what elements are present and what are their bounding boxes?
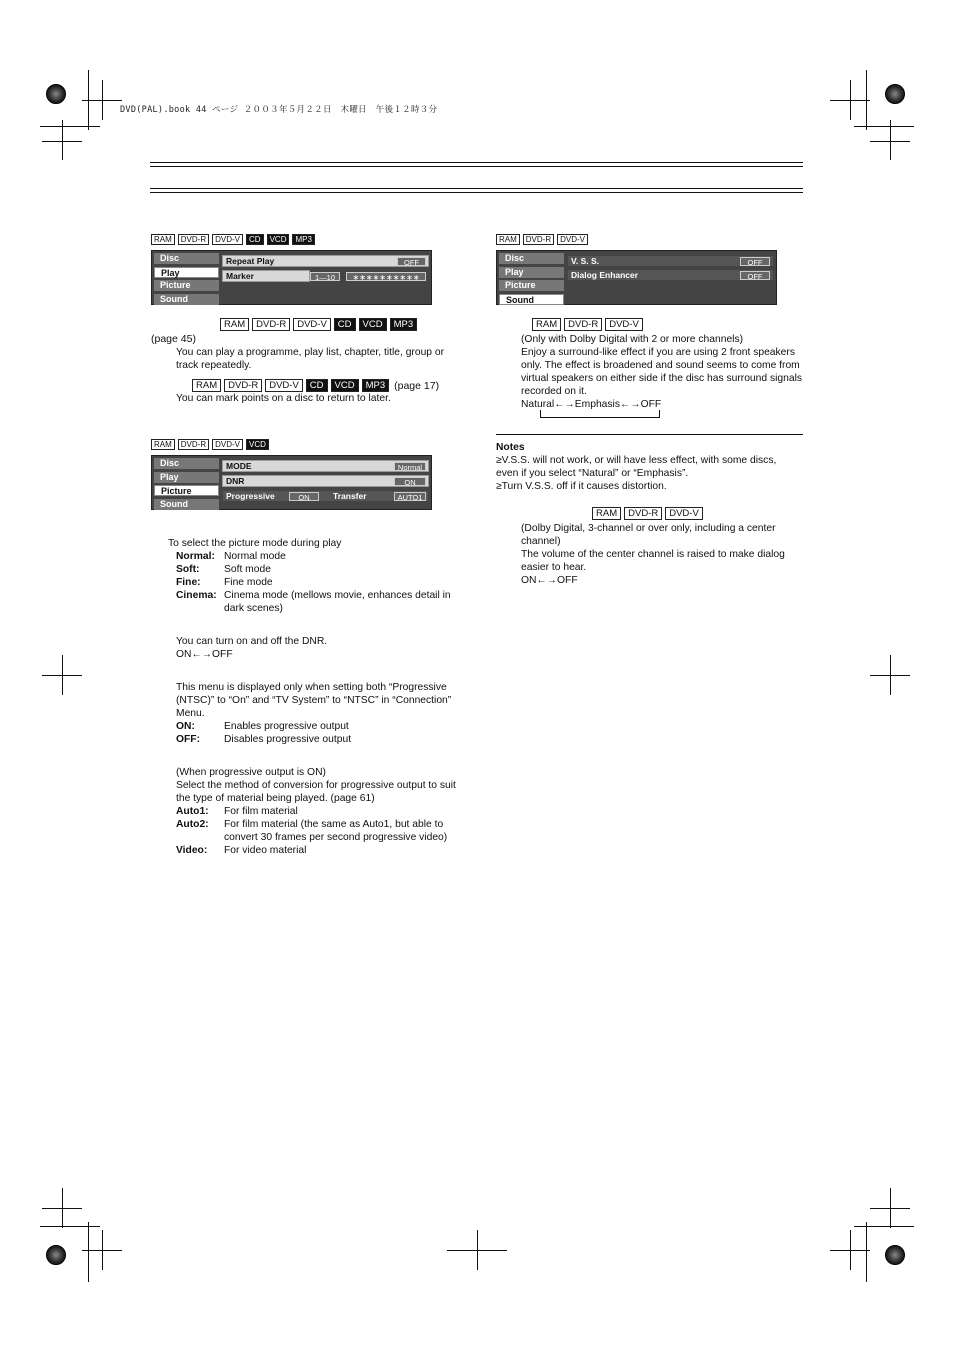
disc-tag: MP3 <box>292 234 314 245</box>
menu-tab-sound: Sound <box>499 294 564 305</box>
marker-label: Marker <box>226 271 254 281</box>
disc-tag: DVD-R <box>523 234 554 245</box>
mode-label: MODE <box>226 461 252 471</box>
mode-options <box>176 550 459 615</box>
notes-title: Notes <box>496 442 525 453</box>
dnr-label: DNR <box>226 476 245 486</box>
vss-label: V. S. S. <box>571 256 600 266</box>
disc-tag: DVD-R <box>624 507 662 520</box>
option-key: Video: <box>176 845 208 856</box>
marker-row <box>222 270 310 282</box>
mode-option <box>176 589 459 615</box>
dialog-description: The volume of the center channel is raised to make dialog easier to hear. <box>521 549 785 573</box>
disc-tag: DVD-V <box>212 234 243 245</box>
transfer-label: Transfer <box>333 491 367 501</box>
transfer-value: AUTO1 <box>394 492 426 501</box>
option-key: Fine: <box>176 577 201 588</box>
menu-tab-disc: Disc <box>154 253 219 264</box>
registration-rosette-icon <box>46 1245 66 1265</box>
rule <box>150 188 803 189</box>
dialog-enhancer-value: OFF <box>740 271 770 280</box>
marker-range: 1—10 <box>310 272 340 281</box>
dnr-value: ON <box>394 477 426 486</box>
disc-tag: MP3 <box>362 379 390 392</box>
dialog-disc-tags <box>592 507 703 520</box>
repeat-play-label: Repeat Play <box>226 256 275 266</box>
disc-tag: DVD-V <box>265 379 303 392</box>
option-key: Cinema: <box>176 590 217 601</box>
disc-tag: VCD <box>331 379 359 392</box>
disc-tag: RAM <box>496 234 520 245</box>
dialog-enhancer-label: Dialog Enhancer <box>571 270 639 280</box>
repeat-page-ref: (page 45) <box>151 333 196 345</box>
transfer-description: Select the method of conversion for progressive output to suit the type of material being played. (page 61) <box>176 780 456 804</box>
option-desc: For film material <box>224 806 298 817</box>
option-desc: For video material <box>224 845 307 856</box>
disc-tag: CD <box>334 318 356 331</box>
disc-tag: RAM <box>532 318 561 331</box>
progressive-description: This menu is displayed only when setting both “Progressive (NTSC)” to “On” and “TV System” to “NTSC” in “Connection” Menu. <box>176 682 452 719</box>
vss-description: Enjoy a surround-like effect if you are using 2 front speakers only. The effect is broadened and sound seems to come from virtual speakers on either side if the disc has surround signals recorded on it. <box>521 347 803 397</box>
option-desc: Disables progressive output <box>224 734 352 745</box>
menu-tab-sound: Sound <box>154 499 219 510</box>
disc-tag: DVD-R <box>178 234 209 245</box>
disc-tag: DVD-R <box>178 439 209 450</box>
menu-tab-play: Play <box>154 472 219 483</box>
rule <box>150 166 803 167</box>
note-item: ≥Turn V.S.S. off if it causes distortion. <box>496 481 667 492</box>
marker-page-ref: (page 17) <box>394 379 440 392</box>
option-key: OFF: <box>176 734 201 745</box>
progressive-option <box>176 720 459 733</box>
disc-tag: VCD <box>246 439 269 450</box>
option-key: ON: <box>176 721 195 732</box>
disc-tag: DVD-V <box>557 234 588 245</box>
mode-option <box>176 550 459 563</box>
transfer-options <box>176 805 461 857</box>
disc-tag: RAM <box>592 507 621 520</box>
disc-tag: DVD-R <box>564 318 602 331</box>
vss-disc-tags <box>532 318 643 331</box>
repeat-disc-tags <box>220 318 417 331</box>
vss-value: OFF <box>740 257 770 266</box>
play-menu-screen <box>151 250 432 305</box>
menu-tab-picture: Picture <box>154 485 219 496</box>
transfer-option <box>176 818 461 844</box>
dialog-condition: (Dolby Digital, 3-channel or over only, including a center channel) <box>521 523 776 547</box>
menu-tab-picture: Picture <box>154 280 219 291</box>
mode-option <box>176 563 459 576</box>
rule <box>150 192 803 193</box>
disc-tag: DVD-V <box>605 318 643 331</box>
option-desc: Enables progressive output <box>224 721 349 732</box>
disc-tag: DVD-V <box>212 439 243 450</box>
picture-menu-screen <box>151 455 432 510</box>
progressive-value: ON <box>289 492 319 501</box>
option-key: Soft: <box>176 564 200 575</box>
dialog-toggle: ON←→OFF <box>521 575 578 586</box>
mode-option <box>176 576 459 589</box>
cycle-return-arrow-icon <box>540 410 660 418</box>
menu-tab-play: Play <box>154 267 219 278</box>
repeat-description: You can play a programme, play list, chapter, title, group or track repeatedly. <box>176 347 445 371</box>
transfer-option <box>176 805 461 818</box>
option-key: Auto1: <box>176 806 209 817</box>
disc-tag: DVD-R <box>252 318 290 331</box>
marker-disc-tags <box>192 379 439 392</box>
marker-description: You can mark points on a disc to return to later. <box>176 393 391 404</box>
option-desc: Cinema mode (mellows movie, enhances detail in dark scenes) <box>224 590 451 614</box>
play-disc-tags <box>151 234 315 245</box>
registration-rosette-icon <box>885 84 905 104</box>
progressive-option <box>176 733 459 746</box>
disc-tag: DVD-R <box>224 379 262 392</box>
option-desc: Normal mode <box>224 551 286 562</box>
repeat-play-value: OFF <box>397 257 426 266</box>
disc-tag: RAM <box>192 379 221 392</box>
sound-menu-screen <box>496 250 777 305</box>
menu-tab-play: Play <box>499 267 564 278</box>
menu-tab-disc: Disc <box>499 253 564 264</box>
rule <box>150 162 803 163</box>
dnr-description: You can turn on and off the DNR. <box>176 636 328 647</box>
menu-tab-picture: Picture <box>499 280 564 291</box>
progressive-label: Progressive <box>226 491 275 501</box>
option-desc: Soft mode <box>224 564 271 575</box>
registration-rosette-icon <box>885 1245 905 1265</box>
mode-value: Normal <box>394 462 426 471</box>
disc-tag: DVD-V <box>665 507 703 520</box>
dnr-toggle: ON←→OFF <box>176 649 233 660</box>
disc-tag: RAM <box>220 318 249 331</box>
print-header: DVD(PAL).book 44 ページ ２００３年５月２２日 木曜日 午後１２時３分 <box>120 105 438 115</box>
disc-tag: RAM <box>151 439 175 450</box>
option-desc: For film material (the same as Auto1, but able to convert 30 frames per second progressive video) <box>224 819 448 843</box>
notes-divider <box>496 434 803 435</box>
sound-disc-tags <box>496 234 588 245</box>
transfer-condition: (When progressive output is ON) <box>176 767 326 778</box>
option-key: Auto2: <box>176 819 209 830</box>
disc-tag: VCD <box>359 318 387 331</box>
disc-tag: CD <box>306 379 328 392</box>
registration-rosette-icon <box>46 84 66 104</box>
transfer-option <box>176 844 461 857</box>
note-item: ≥V.S.S. will not work, or will have less effect, with some discs, even if you select “Natural” or “Emphasis”. <box>496 455 777 479</box>
menu-tab-disc: Disc <box>154 458 219 469</box>
disc-tag: MP3 <box>390 318 418 331</box>
vss-condition: (Only with Dolby Digital with 2 or more channels) <box>521 334 744 345</box>
disc-tag: DVD-V <box>293 318 331 331</box>
option-key: Normal: <box>176 551 215 562</box>
disc-tag: RAM <box>151 234 175 245</box>
vss-cycle: Natural←→Emphasis←→OFF <box>521 399 662 410</box>
mode-intro: To select the picture mode during play <box>168 538 342 549</box>
disc-tag: CD <box>246 234 264 245</box>
picture-disc-tags <box>151 439 269 450</box>
disc-tag: VCD <box>267 234 290 245</box>
menu-tab-sound: Sound <box>154 294 219 305</box>
marker-slots: ∗∗∗∗∗∗∗∗∗∗ <box>346 272 426 281</box>
option-desc: Fine mode <box>224 577 273 588</box>
progressive-options <box>176 720 459 746</box>
